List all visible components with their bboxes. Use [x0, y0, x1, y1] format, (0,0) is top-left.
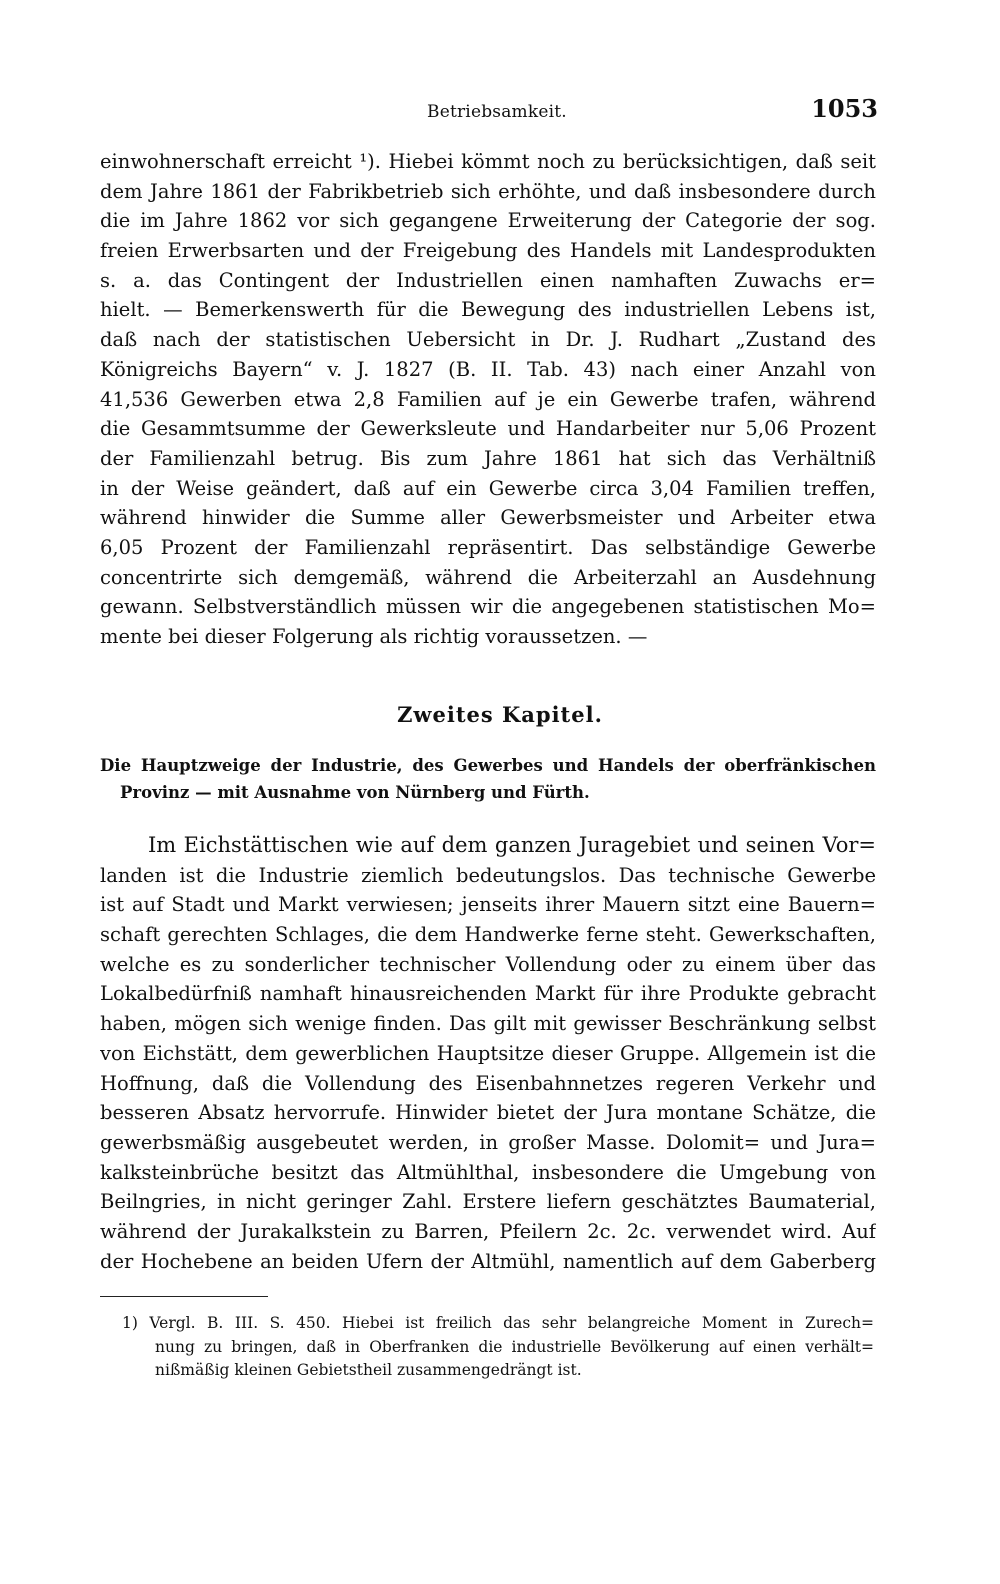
text-line: Lokalbedürfniß namhaft hinausreichenden Markt für ihre Produkte gebracht [100, 982, 876, 1006]
text-line: Königreichs Bayern“ v. J. 1827 (B. II. Tab. 43) nach einer Anzahl von [100, 357, 876, 381]
text-line: ist auf Stadt und Markt verwiesen; jenseits ihrer Mauern sitzt eine Bauern= [100, 893, 876, 917]
text-line: Im Eichstättischen wie auf dem ganzen Juragebiet und seinen Vor= [148, 833, 876, 857]
footnote-line: nung zu bringen, daß in Oberfranken die industrielle Bevölkerung auf einen verhält= [155, 1337, 874, 1356]
text-line: mente bei dieser Folgerung als richtig voraussetzen. — [100, 625, 648, 648]
text-line: 6,05 Prozent der Familienzahl repräsentirt. Das selbständige Gewerbe [100, 535, 876, 559]
text-line: die im Jahre 1862 vor sich gegangene Erweiterung der Categorie der sog. [100, 209, 876, 233]
text-line: während hinwider die Summe aller Gewerbsmeister und Arbeiter etwa [100, 506, 876, 530]
text-line: Hoffnung, daß die Vollendung des Eisenbahnnetzes regeren Verkehr und [100, 1071, 876, 1095]
text-line: freien Erwerbsarten und der Freigebung des Handels mit Landesprodukten [100, 239, 876, 263]
text-line: Beilngries, in nicht geringer Zahl. Erstere liefern geschätztes Baumaterial, [100, 1190, 876, 1214]
chapter-subtitle-line: Provinz — mit Ausnahme von Nürnberg und Fürth. [120, 783, 590, 802]
text-line: s. a. das Contingent der Industriellen einen namhaften Zuwachs er= [100, 268, 876, 292]
text-line: daß nach der statistischen Uebersicht in Dr. J. Rudhart „Zustand des [100, 328, 876, 352]
text-line: landen ist die Industrie ziemlich bedeutungslos. Das technische Gewerbe [100, 863, 876, 887]
text-line: in der Weise geändert, daß auf ein Gewerbe circa 3,04 Familien treffen, [100, 476, 876, 500]
text-line: während der Jurakalkstein zu Barren, Pfeilern 2c. 2c. verwendet wird. Auf [100, 1219, 876, 1243]
text-line: welche es zu sonderlicher technischer Vollendung oder zu einem über das [100, 952, 876, 976]
paragraph-2 [100, 831, 876, 1276]
chapter-subtitle-line: Die Hauptzweige der Industrie, des Gewerbes und Handels der oberfränkischen [100, 756, 876, 775]
text-line: schaft gerechten Schlages, die dem Handwerke ferne steht. Gewerkschaften, [100, 923, 876, 947]
chapter-subtitle [100, 752, 876, 806]
footnote-divider [100, 1296, 268, 1297]
text-line: gewerbsmäßig ausgebeutet werden, in großer Masse. Dolomit= und Jura= [100, 1130, 876, 1154]
text-line: einwohnerschaft erreicht ¹). Hiebei kömmt noch zu berücksichtigen, daß seit [100, 150, 876, 173]
text-line: concentrirte sich demgemäß, während die Arbeiterzahl an Ausdehnung [100, 565, 876, 589]
text-line: hielt. — Bemerkenswerth für die Bewegung des industriellen Lebens ist, [100, 298, 876, 322]
text-line: 41,536 Gewerben etwa 2,8 Familien auf je ein Gewerbe trafen, während [100, 387, 876, 411]
page-number: 1053 [811, 94, 878, 123]
chapter-heading: Zweites Kapitel. [397, 702, 603, 727]
paragraph-1 [100, 147, 876, 652]
text-line: der Familienzahl betrug. Bis zum Jahre 1861 hat sich das Verhältniß [100, 446, 876, 470]
text-line: der Hochebene an beiden Ufern der Altmühl, namentlich auf dem Gaberberg [100, 1249, 876, 1273]
footnote [122, 1312, 874, 1383]
running-head: Betriebsamkeit. [427, 102, 567, 122]
text-line: haben, mögen sich wenige finden. Das gilt mit gewisser Beschränkung selbst [100, 1012, 876, 1036]
text-line: besseren Absatz hervorrufe. Hinwider bietet der Jura montane Schätze, die [100, 1101, 876, 1125]
text-line: von Eichstätt, dem gewerblichen Hauptsitze dieser Gruppe. Allgemein ist die [100, 1041, 876, 1065]
text-line: die Gesammtsumme der Gewerksleute und Handarbeiter nur 5,06 Prozent [100, 417, 876, 441]
text-line: kalksteinbrüche besitzt das Altmühlthal, insbesondere die Umgebung von [100, 1160, 876, 1184]
text-line: gewann. Selbstverständlich müssen wir die angegebenen statistischen Mo= [100, 595, 876, 619]
footnote-line: nißmäßig kleinen Gebietstheil zusammengedrängt ist. [155, 1361, 582, 1379]
text-line: dem Jahre 1861 der Fabrikbetrieb sich erhöhte, und daß insbesondere durch [100, 179, 876, 203]
footnote-line: 1) Vergl. B. III. S. 450. Hiebei ist freilich das sehr belangreiche Moment in Zurech= [122, 1314, 874, 1332]
